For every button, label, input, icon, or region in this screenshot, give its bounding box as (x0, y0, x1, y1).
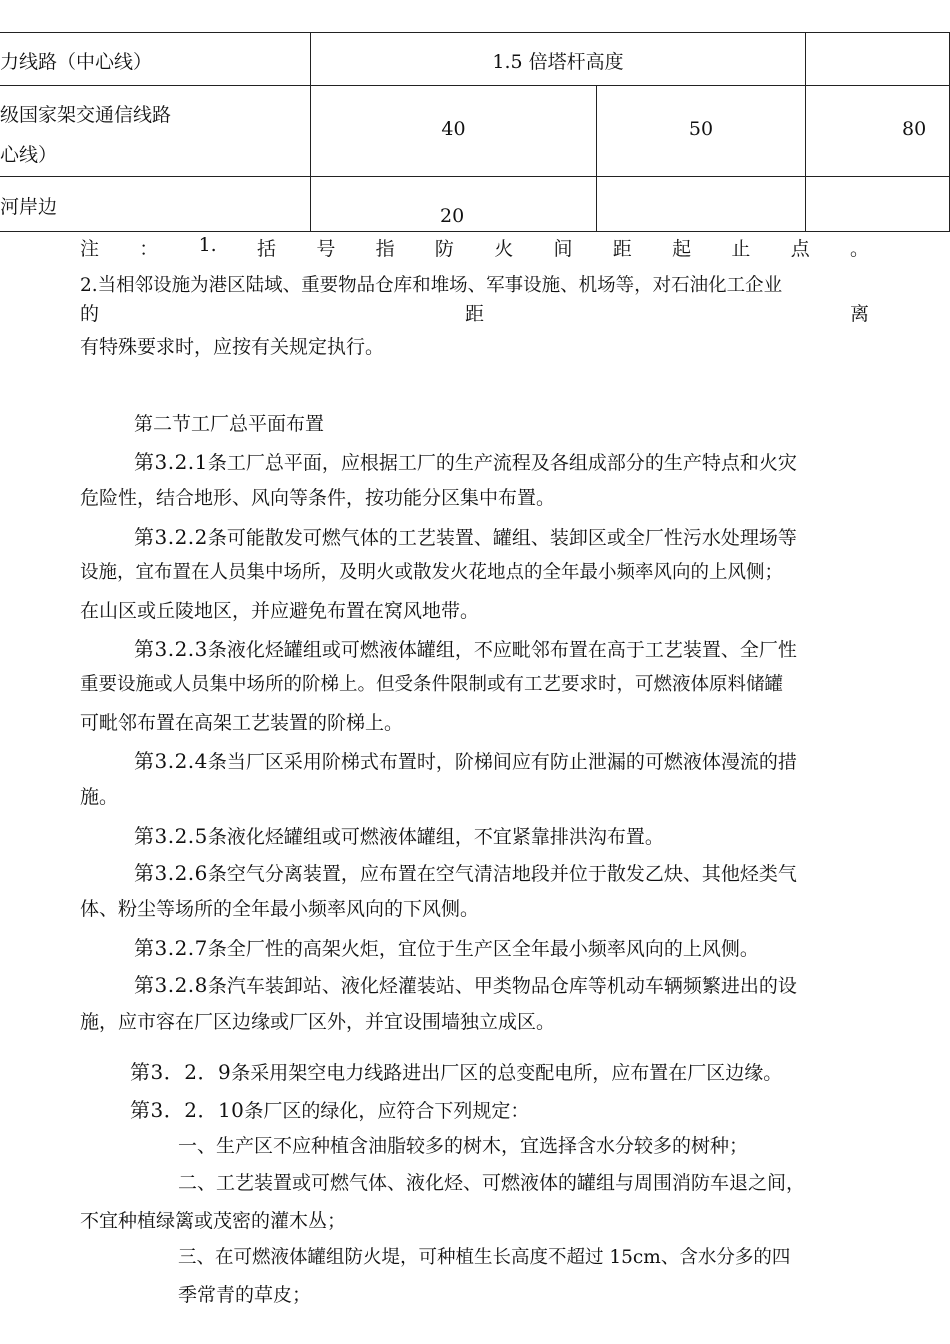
clause-number: 第3.2.6 (134, 861, 208, 885)
table-row-divider (0, 85, 949, 86)
table-border-bottom (0, 231, 949, 232)
clause-3-2-1 (134, 446, 797, 475)
clause-3-2-8 (134, 969, 797, 998)
clause-text-line: 施，应市容在厂区边缘或厂区外，并宜设围墙独立成区。 (80, 1011, 556, 1033)
table-col-divider (596, 85, 597, 232)
clause-number: 第3.2.2 (134, 525, 208, 549)
note-char: 间 (553, 238, 573, 260)
table-row-label: 力线路（中心线） (0, 51, 153, 73)
list-item: 三、在可燃液体罐组防火堤，可种植生长高度不超过 15cm、含水分多的四 (178, 1247, 791, 1268)
clause-3-2-7 (134, 932, 759, 961)
table-cell: 40 (441, 118, 466, 140)
clause-3-2-10 (130, 1094, 529, 1123)
clause-text: 条当厂区采用阶梯式布置时，阶梯间应有防止泄漏的可燃液体漫流的措 (207, 751, 797, 773)
note-char: 起 (672, 238, 692, 260)
note-char: 。 (849, 238, 869, 260)
clause-text: 条全厂性的高架火炬，宜位于生产区全年最小频率风向的上风侧。 (207, 938, 759, 960)
note-char: 指 (375, 238, 395, 260)
clause-text-line: 可毗邻布置在高架工艺装置的阶梯上。 (80, 712, 404, 734)
clause-number: 第3.2.8 (134, 973, 208, 997)
clause-text-line: 危险性，结合地形、风向等条件，按功能分区集中布置。 (80, 487, 556, 509)
clause-text: 条厂区的绿化，应符合下列规定： (244, 1100, 530, 1122)
clause-3-2-5 (134, 820, 664, 849)
note-char: 离 (849, 303, 869, 325)
table-col-divider (805, 32, 806, 232)
clause-text-line: 设施，宜布置在人员集中场所，及明火或散发火花地点的全年最小频率风向的上风侧； (80, 562, 784, 583)
note-char: 1. (198, 234, 217, 256)
clause-number: 第3．2．9 (130, 1060, 232, 1084)
note-char: 的 (80, 303, 100, 325)
clause-text-line: 重要设施或人员集中场所的阶梯上。但受条件限制或有工艺要求时，可燃液体原料储罐 (80, 674, 784, 695)
clause-3-2-9 (130, 1056, 782, 1085)
note-char: ： (139, 238, 159, 260)
note-line-4: 有特殊要求时，应按有关规定执行。 (80, 336, 385, 358)
clause-number: 第3.2.1 (134, 450, 208, 474)
note-char: 距 (464, 303, 484, 325)
clause-text: 条采用架空电力线路进出厂区的总变配电所，应布置在厂区边缘。 (231, 1062, 783, 1084)
note-char: 括 (257, 238, 277, 260)
clause-3-2-3 (134, 633, 797, 662)
section-heading: 第二节工厂总平面布置 (134, 413, 325, 435)
note-line-3 (80, 299, 869, 326)
note-line-2: 2.当相邻设施为港区陆域、重要物品仓库和堆场、军事设施、机场等，对石油化工企业 (80, 275, 783, 296)
note-char: 止 (731, 238, 751, 260)
clause-text-line: 施。 (80, 786, 119, 808)
table-cell: 20 (440, 205, 465, 227)
note-char: 距 (612, 238, 632, 260)
table-cell: 50 (688, 118, 714, 140)
clause-3-2-2 (134, 521, 797, 550)
list-item-continuation: 季常青的草皮； (178, 1284, 312, 1306)
table-row-label: 河岸边 (0, 196, 58, 218)
note-char: 点 (790, 238, 810, 260)
clause-3-2-4 (134, 745, 797, 774)
list-item: 二、工艺装置或可燃气体、液化烃、可燃液体的罐组与周围消防车退之间， (178, 1172, 806, 1194)
note-char: 号 (316, 238, 336, 260)
clause-text: 条汽车装卸站、液化烃灌装站、甲类物品仓库等机动车辆频繁进出的设 (207, 975, 797, 997)
note-line-1 (80, 234, 869, 261)
clause-text: 条空气分离装置，应布置在空气清洁地段并位于散发乙炔、其他烃类气 (207, 863, 797, 885)
table-cell-merged: 1.5 倍塔杆高度 (492, 51, 624, 73)
table-row-label: 级国家架交通信线路 (0, 104, 172, 126)
clause-number: 第3．2．10 (130, 1098, 245, 1122)
note-char: 防 (434, 238, 454, 260)
clause-number: 第3.2.3 (134, 637, 208, 661)
list-item: 一、生产区不应种植含油脂较多的树木，宜选择含水分较多的树种； (178, 1135, 749, 1157)
table-row-label: 心线） (0, 144, 58, 166)
clause-text-line: 在山区或丘陵地区，并应避免布置在窝风地带。 (80, 600, 480, 622)
clause-text: 条液化烃罐组或可燃液体罐组，不宜紧靠排洪沟布置。 (207, 826, 664, 848)
clause-text: 条工厂总平面，应根据工厂的生产流程及各组成部分的生产特点和火灾 (207, 452, 797, 474)
clause-text-line: 体、粉尘等场所的全年最小频率风向的下风侧。 (80, 898, 480, 920)
note-char: 注 (80, 238, 100, 260)
clause-number: 第3.2.4 (134, 749, 208, 773)
clause-number: 第3.2.7 (134, 936, 208, 960)
clause-number: 第3.2.5 (134, 824, 208, 848)
table-border-top (0, 32, 949, 33)
distance-table (0, 0, 950, 235)
table-cell: 80 (902, 118, 927, 140)
table-row-divider (0, 176, 949, 177)
clause-3-2-6 (134, 857, 797, 886)
clause-text: 条液化烃罐组或可燃液体罐组，不应毗邻布置在高于工艺装置、全厂性 (207, 639, 797, 661)
clause-text: 条可能散发可燃气体的工艺装置、罐组、装卸区或全厂性污水处理场等 (207, 527, 797, 549)
note-char: 火 (494, 238, 514, 260)
list-item-continuation: 不宜种植绿篱或茂密的灌木丛； (80, 1210, 347, 1232)
